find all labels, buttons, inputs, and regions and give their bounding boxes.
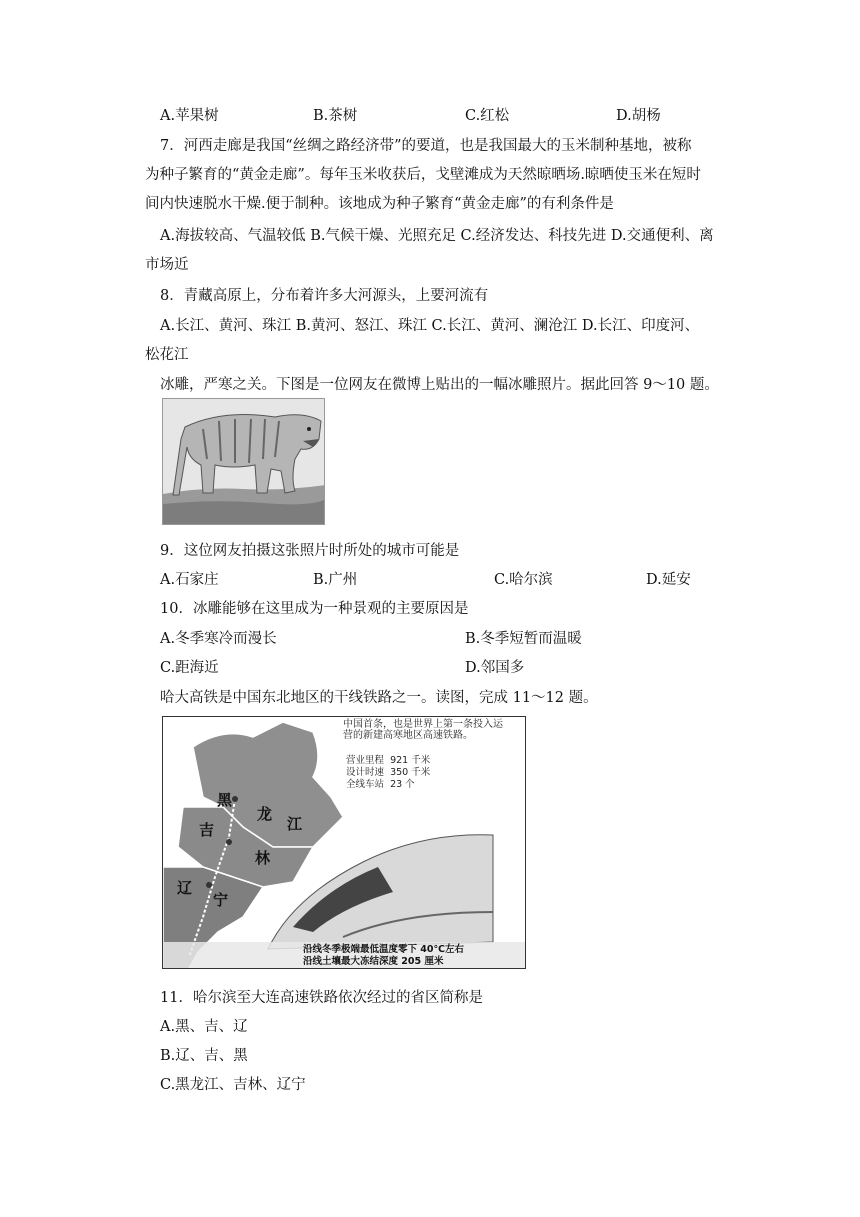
map-stat-1: 营业里程 921 千米 (346, 755, 431, 766)
q8-options-cont: 松花江 (145, 347, 189, 363)
station-changchun (226, 839, 232, 845)
map-stat-2: 设计时速 350 千米 (346, 767, 431, 778)
q9-option-b: B.广州 (313, 572, 358, 588)
q6-option-d: D.胡杨 (616, 108, 661, 124)
q10-option-a: A.冬季寒冷而漫长 (160, 631, 277, 647)
map-caption-1: 中国首条，也是世界上第一条投入运 (343, 719, 503, 730)
q7-options: A.海拔较高、气温较低 B.气候干燥、光照充足 C.经济发达、科技先进 D.交通便利、离 (160, 228, 714, 244)
q7-options-cont: 市场近 (145, 257, 189, 273)
q6-option-b: B.茶树 (313, 108, 358, 124)
q8-options: A.长江、黄河、珠江 B.黄河、怒江、珠江 C.长江、黄河、澜沧江 D.长江、印度河、 (160, 318, 700, 334)
station-harbin (232, 796, 238, 802)
q10-option-d: D.邻国多 (465, 660, 525, 676)
q7-stem-line3: 间内快速脱水干燥.便于制种。该地成为种子繁育“黄金走廊”的有利条件是 (145, 196, 614, 212)
ice-sculpture-photo (162, 398, 325, 525)
q11-option-a: A.黑、吉、辽 (160, 1019, 248, 1035)
q8-stem: 8．青藏高原上，分布着许多大河源头，上要河流有 (160, 288, 489, 304)
province-label-liao: 辽 (177, 879, 193, 897)
province-label-jiang: 江 (287, 815, 303, 833)
map-bottom-note-1: 沿线冬季极端最低温度零下 40℃左右 (303, 944, 465, 955)
q10-option-b: B.冬季短暂而温暖 (465, 631, 582, 647)
province-label-hei: 黑 (217, 791, 233, 809)
map-bottom-note-2: 沿线土壤最大冻结深度 205 厘米 (303, 956, 444, 967)
q11-option-b: B.辽、吉、黑 (160, 1048, 248, 1064)
q10-stem: 10．冰雕能够在这里成为一种景观的主要原因是 (160, 601, 469, 617)
intro-11-12: 哈大高铁是中国东北地区的干线铁路之一。读图，完成 11～12 题。 (160, 690, 598, 706)
intro-9-10: 冰雕，严寒之关。下图是一位网友在微博上贴出的一幅冰雕照片。据此回答 9～10 题。 (160, 377, 719, 393)
q7-stem-line2: 为种子繁育的“黄金走廊”。每年玉米收获后，戈壁滩成为天然晾晒场.晾晒使玉米在短时 (145, 167, 701, 183)
q9-option-a: A.石家庄 (160, 572, 219, 588)
harbin-dalian-railway-map (162, 716, 526, 969)
q9-option-d: D.延安 (646, 572, 691, 588)
map-stat-3: 全线车站 23 个 (346, 779, 415, 790)
q6-option-c: C.红松 (465, 108, 510, 124)
q9-option-c: C.哈尔滨 (494, 572, 553, 588)
q11-stem: 11．哈尔滨至大连高速铁路依次经过的省区简称是 (160, 990, 483, 1006)
station-shenyang (206, 882, 212, 888)
province-label-ji: 吉 (199, 821, 215, 839)
province-label-ning: 宁 (213, 891, 229, 909)
province-label-long: 龙 (257, 805, 273, 823)
q11-option-c: C.黑龙江、吉林、辽宁 (160, 1077, 306, 1093)
q9-stem: 9．这位网友拍摄这张照片时所处的城市可能是 (160, 543, 460, 559)
q10-option-c: C.距海近 (160, 660, 219, 676)
q7-stem-line1: 7．河西走廊是我国“丝绸之路经济带”的要道，也是我国最大的玉米制种基地，被称 (160, 138, 692, 154)
province-label-lin: 林 (255, 849, 271, 867)
map-caption-2: 营的新建高寒地区高速铁路。 (343, 730, 473, 741)
q6-option-a: A.苹果树 (160, 108, 219, 124)
